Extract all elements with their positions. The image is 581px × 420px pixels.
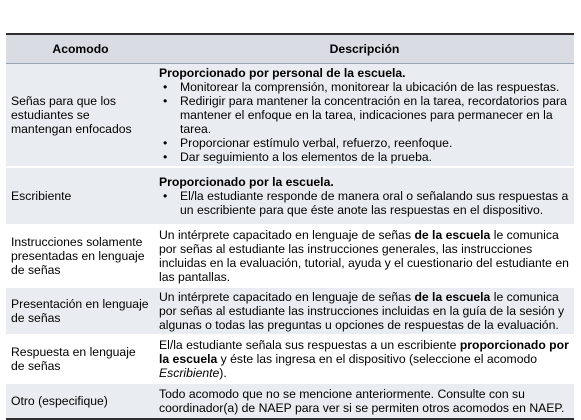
accommodation-cell: Presentación en lenguaje de señas xyxy=(6,287,155,335)
table-row xyxy=(6,383,574,419)
header-description: Descripción xyxy=(155,34,574,64)
list-item: • Redirigir para mantener la concentración en la tarea, recordatorios para mantener el enfoque en la tarea, indicaciones para permanecer en la tarea. xyxy=(180,94,570,136)
description-lead: Proporcionado por personal de la escuela. xyxy=(159,66,406,80)
description-text: El/la estudiante señala sus respuestas a un escribiente xyxy=(159,338,460,352)
description-cell xyxy=(155,335,574,383)
table-row xyxy=(6,287,574,335)
description-italic-text: Escribiente xyxy=(159,366,220,380)
description-bold-text: proporcionado por la escuela xyxy=(159,338,569,366)
accommodations-table-wrapper xyxy=(6,33,574,420)
description-bullet-list xyxy=(159,80,570,164)
list-item: • Monitorear la comprensión, monitorear la ubicación de las respuestas. xyxy=(180,80,570,94)
accommodation-cell: Escribiente xyxy=(6,167,155,225)
accommodation-cell: Respuesta en lenguaje de señas xyxy=(6,335,155,383)
description-text: le comunica por señas al estudiante las instrucciones incluidas en la guía de la sesión y algunas o todas las preguntas u opciones de respuestas de la evaluación. xyxy=(159,290,565,332)
accommodations-table xyxy=(6,33,574,420)
table-row xyxy=(6,335,574,383)
list-item: • Dar seguimiento a los elementos de la prueba. xyxy=(180,150,570,164)
description-cell xyxy=(155,287,574,335)
description-text: Un intérprete capacitado en lenguaje de señas xyxy=(159,290,415,304)
description-cell xyxy=(155,167,574,225)
table-row xyxy=(6,167,574,225)
description-text: le comunica por señas al estudiante las instrucciones generales, las instrucciones incluidas en la evaluación, tutorial, ayuda y el cuestionario del estudiante en las pantallas. xyxy=(159,228,569,284)
table-row xyxy=(6,64,574,168)
description-bold-text: de la escuela xyxy=(414,228,491,242)
description-text: Un intérprete capacitado en lenguaje de señas xyxy=(159,228,415,242)
accommodation-cell: Instrucciones solamente presentadas en lenguaje de señas xyxy=(6,225,155,287)
description-cell: Todo acomodo que no se mencione anteriormente. Consulte con su coordinador(a) de NAEP para ver si se permiten otros acomodos en NAEP. xyxy=(155,383,574,419)
list-item: • Proporcionar estímulo verbal, refuerzo, reenfoque. xyxy=(180,136,570,150)
description-lead: Proporcionado por la escuela. xyxy=(159,175,334,189)
description-text: ). xyxy=(219,366,227,380)
table-row xyxy=(6,225,574,287)
description-cell xyxy=(155,64,574,168)
accommodation-cell: Señas para que los estudiantes se mantengan enfocados xyxy=(6,64,155,168)
table-header-row xyxy=(6,34,574,64)
description-bullet-list xyxy=(159,189,570,217)
description-text: y éste las ingresa en el dispositivo (seleccione el acomodo xyxy=(217,352,538,366)
accommodation-cell: Otro (especifique) xyxy=(6,383,155,419)
header-accommodation: Acomodo xyxy=(6,34,155,64)
description-cell xyxy=(155,225,574,287)
description-bold-text: de la escuela xyxy=(414,290,491,304)
list-item: • El/la estudiante responde de manera oral o señalando sus respuestas a un escribiente para que éste anote las respuestas en el dispositivo. xyxy=(180,189,570,217)
